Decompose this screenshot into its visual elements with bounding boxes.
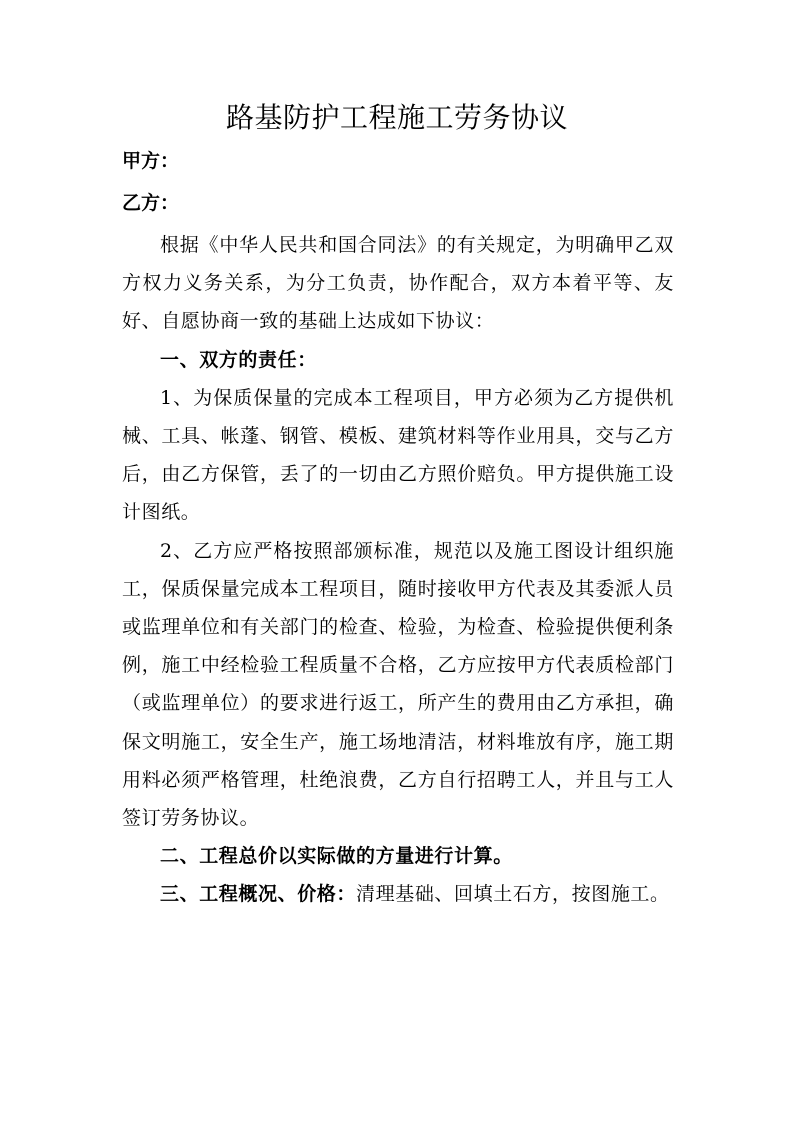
clause-1-paragraph: 1、为保质保量的完成本工程项目，甲方必须为乙方提供机械、工具、帐蓬、钢管、模板、建筑材料等作业用具，交与乙方后，由乙方保管，丢了的一切由乙方照价赔负。甲方提供施工设计图纸。 <box>122 386 674 524</box>
section-3-heading: 三、工程概况、价格： <box>160 883 357 906</box>
section-3-paragraph <box>122 875 674 913</box>
intro-paragraph: 根据《中华人民共和国合同法》的有关规定，为明确甲乙双方权力义务关系，为分工负责，协作配合，双方本着平等、友好、自愿协商一致的基础上达成如下协议： <box>122 234 674 333</box>
party-b-label: 乙方： <box>122 192 180 214</box>
section-1-heading: 一、双方的责任： <box>160 348 317 371</box>
clause-2-paragraph: 2、乙方应严格按照部颁标准，规范以及施工图设计组织施工，保质保量完成本工程项目，随时接收甲方代表及其委派人员或监理单位和有关部门的检查、检验，为检查、检验提供便利条例，施工中经检验工程质量不合格，乙方应按甲方代表质检部门（或监理单位）的要求进行返工，所产生的费用由乙方承担，确保文明施工，安全生产，施工场地清洁，材料堆放有序，施工期用料必须严格管理，杜绝浪费，乙方自行招聘工人，并且与工人签订劳务协议。 <box>122 539 674 830</box>
section-2-heading: 二、工程总价以实际做的方量进行计算。 <box>160 845 513 868</box>
party-a-label: 甲方： <box>122 150 180 172</box>
document-title: 路基防护工程施工劳务协议 <box>225 101 568 134</box>
agreement-body <box>122 226 674 914</box>
section-3-text: 清理基础、回填土石方，按图施工。 <box>356 883 670 906</box>
